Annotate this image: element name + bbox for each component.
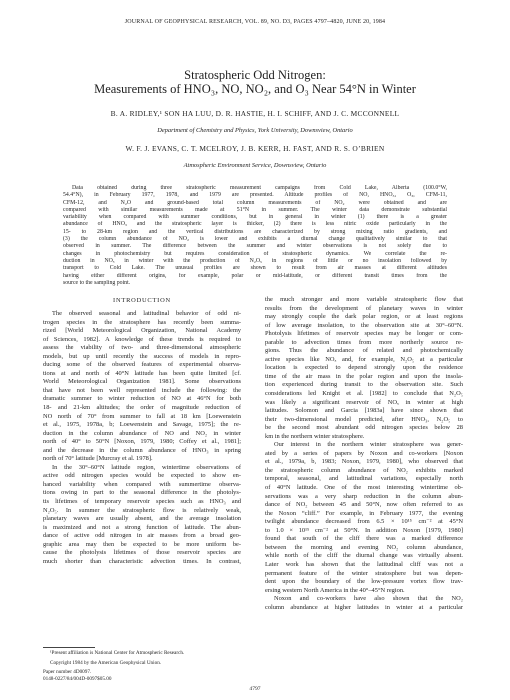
abstract	[63, 185, 447, 287]
paper-title-line-1: Stratospheric Odd Nitrogen:	[184, 68, 326, 82]
body-line: tions owing in part to the seasonal difference in the photolys-	[43, 489, 241, 497]
abstract-line: variability when compared with summer conditions, but in general in winter (1) there is a greater	[63, 214, 447, 221]
abstract-line: compared with similar measurements made at 51°N in summer. The winter data demonstrate substantial	[63, 206, 447, 213]
body-line: et al., 1979a, b, 1983; Noxon, 1979, 1980], who observed that	[265, 458, 463, 466]
authors-line-1: B. A. RIDLEY,¹ SON HA LUU, D. R. HASTIE, H. I. SCHIFF, AND J. C. MCCONNELL	[110, 109, 400, 118]
body-line: to 1.0 × 10¹⁵ cm⁻² at 50°N. In addition Noxon [1979, 1980]	[265, 526, 463, 534]
authors-line-2: W. F. J. EVANS, C. T. MCELROY, J. B. KERR, H. FAST, AND R. S. O’BRIEN	[125, 144, 385, 153]
abstract-line: 54.4°N), in February 1977, 1978, and 1979 are presented. Altitude profiles of NO, HNO₃, O₃, CFM-11,	[63, 192, 447, 199]
body-line: location is expected to depend strongly upon the residence	[265, 364, 463, 372]
body-line: tion experienced during transit to the observation site. Such	[265, 381, 463, 389]
body-line: of low average insolation, to the observation site at 30°–60°N.	[265, 321, 463, 329]
body-line: latitudes. Solomon and Garcia [1983a] have since shown that	[265, 407, 463, 415]
body-line: trogen species in the stratosphere has recently been summa-	[43, 318, 241, 326]
abstract-line: transport to Cold Lake. The unusual profiles are shown to result from air masses at different altitudes	[63, 265, 447, 272]
body-line: ducing some of the observed features of experimental observa-	[43, 361, 241, 369]
body-line: World Meteorological Organization 1981]. Some observations	[43, 378, 241, 386]
body-line: cause the photolysis lifetimes of those reservoir species are	[43, 549, 241, 557]
body-column-right	[265, 296, 463, 612]
abstract-line: having either different origins, for example, polar or mid-latitude, or different transit times from the	[63, 272, 447, 279]
body-line: is maximized and not a strong function of latitude. The abun-	[43, 523, 241, 531]
body-line: dance of NO₂ between 45 and 50°N, now often referred to as	[265, 501, 463, 509]
body-line: between the morning and evening NO₂ column abundance,	[265, 543, 463, 551]
body-line: active odd nitrogen species would be expected to show en-	[43, 472, 241, 480]
body-line: dance of active odd nitrogen in air masses from a broad geo-	[43, 532, 241, 540]
section-heading-introduction: INTRODUCTION	[113, 297, 171, 304]
footnote-paper-number: Paper number 4D0097.	[43, 669, 92, 676]
body-line: of Sciences, 1982]. A knowledge of these trends is required to	[43, 335, 241, 343]
body-line: Photolysis lifetimes of reservoir species may be longer or com-	[265, 330, 463, 338]
abstract-line: observed in summer. The difference between the summer and winter observations is not solely due to	[63, 243, 447, 250]
body-line: much shorter than characteristic advection times. In contrast,	[43, 557, 241, 565]
body-line: their two-dimensional model predicted, after HNO₃, N₂O₅ to	[265, 415, 463, 423]
body-line: The observed seasonal and latitudinal behavior of odd ni-	[52, 310, 241, 317]
abstract-line: (3) the column abundance of NO₂ is lower and exhibits a diurnal change qualitatively similar to that	[63, 236, 447, 243]
body-line: rized [World Meteorological Organization, National Academy	[43, 327, 241, 335]
body-line: that have not been well represented include the following: the	[43, 386, 241, 394]
body-line: active species like NOₓ and, for example, N₂O₅ at a particular	[265, 355, 463, 363]
body-line: ated by a series of papers by Noxon and co-workers [Noxon	[265, 449, 463, 457]
body-line: the Noxon “cliff.” For example, in February 1977, the evening	[265, 509, 463, 517]
body-line: may strongly couple the dark polar region, or at least regions	[265, 313, 463, 321]
body-line: In the 30°–60°N latitude region, wintertime observations of	[52, 463, 241, 471]
body-line: tis lifetimes of temporary reservoir species such as HNO₃ and	[43, 498, 241, 506]
body-line: of 40°N latitude. One of the most interesting wintertime ob-	[265, 484, 463, 492]
body-line: time of the air mass in the polar region and upon the insola-	[265, 372, 463, 380]
body-line: while north of the cliff the diurnal change was virtually absent.	[265, 552, 463, 560]
body-line: permanent feature of the winter stratosphere but was depen-	[265, 569, 463, 577]
body-line: north of 70° latitude [Murcray et al. 1978].	[43, 455, 153, 463]
body-line: models, but up until recently the success of models in repro-	[43, 352, 241, 360]
body-line: column abundance at higher latitudes in winter at a particular	[265, 603, 463, 611]
footnote-copyright: Copyright 1984 by the American Geophysical Union.	[50, 659, 162, 666]
body-line: Noxon and co-workers have also shown that the NO₂	[274, 595, 463, 603]
footnotes	[43, 650, 241, 682]
body-line: gions. Thus the abundance of related and photochemically	[265, 347, 463, 355]
body-line: tions at and north of 40°N latitude has been quite limited [cf.	[43, 369, 241, 377]
body-line: Our interest in the northern winter stratosphere was gener-	[274, 441, 463, 449]
abstract-line: CFM-12, and N₂O and ground-based total column measurements of NO₂ were obtained and are	[63, 199, 447, 206]
footnote-code: 0148-0227/84/004D-0097$05.00	[43, 675, 112, 682]
body-line: was likely a significant reservoir of NOₓ in winter at high	[265, 398, 463, 406]
body-line: be the second most abundant odd nitrogen species below 28	[265, 424, 463, 432]
running-head: JOURNAL OF GEOPHYSICAL RESEARCH, VOL. 89, NO. D3, PAGES 4797–4820, JUNE 20, 1984	[124, 19, 386, 25]
body-line: ersing western North America in the 40°–45°N region.	[265, 586, 405, 594]
abstract-line: changes in photochemistry but requires consideration of stratospheric dynamics. We correlate the re-	[63, 250, 447, 257]
body-line: dent upon the boundary of the low-pressure vortex flow trav-	[265, 578, 463, 586]
paper-title-line-2: Measurements of HNO₃, NO, NO₂, and O₃ Near 54°N in Winter	[94, 82, 416, 96]
body-line: graphic area may then be expected to be more uniform be-	[43, 540, 241, 548]
body-line: found that south of the cliff there was a marked difference	[265, 535, 463, 543]
body-line: the stratospheric column abundance of NO₂ exhibits marked	[265, 466, 463, 474]
body-column-left	[43, 310, 241, 566]
body-line: planetary waves are usually absent, and the average insolation	[43, 515, 241, 523]
page-number: 4797	[249, 686, 261, 692]
body-line: et al., 1975, 1978a, b; Loewenstein and Savage, 1975]; the re-	[43, 421, 241, 429]
body-line: Later work has shown that the latitudinal cliff was not a	[265, 560, 463, 568]
body-line: hanced variability when compared with summertime observa-	[43, 480, 241, 488]
body-line: results from the development of planetary waves in winter	[265, 304, 463, 312]
abstract-line: source to the sampling point.	[63, 279, 131, 286]
body-line: considerations led Knight et al. [1982] to conclude that N₂O₅	[265, 390, 463, 398]
body-line: NO north of 70° from summer to fall at 18 km [Loewenstein	[43, 412, 241, 420]
footnote-affiliation: ¹Present affiliation is National Center for Atmospheric Research.	[50, 650, 185, 656]
body-line: parable to advection times from more northerly source re-	[265, 338, 463, 346]
body-line: temporal, seasonal, and latitudinal variations, especially north	[265, 475, 463, 483]
body-line: 18- and 21-km altitudes; the order of magnitude reduction of	[43, 404, 241, 412]
abstract-line: duction in NOₓ in winter with the production of N₂O₅ in regions of little or no insolation followed by	[63, 257, 447, 264]
footnote-rule	[43, 647, 95, 648]
abstract-line: Data obtained during three stratospheric measurement campaigns from Cold Lake, Alberta (100.0°W,	[72, 185, 447, 191]
body-line: the much stronger and more variable stratospheric flow that	[265, 296, 463, 303]
abstract-line: abundance of HNO₃ and the stratospheric layer is thicker, (2) there is less nitric oxide particularly in the	[63, 221, 447, 228]
affiliation-line-1: Department of Chemistry and Physics, York University, Downsview, Ontario	[157, 127, 353, 134]
body-line: km in the northern winter stratosphere.	[265, 432, 365, 440]
body-line: north of 40° to 50°N [Noxon, 1979, 1980; Coffey et al., 1981];	[43, 438, 241, 446]
body-line: duction in the column abundance of NO and NO₂ in winter	[43, 429, 241, 437]
body-line: servations was a very sharp reduction in the column abun-	[265, 492, 463, 500]
body-line: N₂O₅. In summer the stratospheric flow is relatively weak,	[43, 506, 241, 514]
body-line: and the decrease in the column abundance of HNO₃ in spring	[43, 446, 241, 454]
body-line: twilight abundance decreased from 6.5 × 10¹⁵ cm⁻² at 45°N	[265, 518, 463, 526]
body-line: dramatic summer to winter reduction of NO at 46°N for both	[43, 395, 241, 403]
abstract-line: 15- to 28-km region and the vertical distributions are characterized by strong mixing ratio gradients, and	[63, 228, 447, 235]
affiliation-line-2: Atmospheric Environment Service, Downsview, Ontario	[183, 162, 327, 169]
body-line: assess the viability of two- and three-dimensional atmospheric	[43, 344, 241, 352]
